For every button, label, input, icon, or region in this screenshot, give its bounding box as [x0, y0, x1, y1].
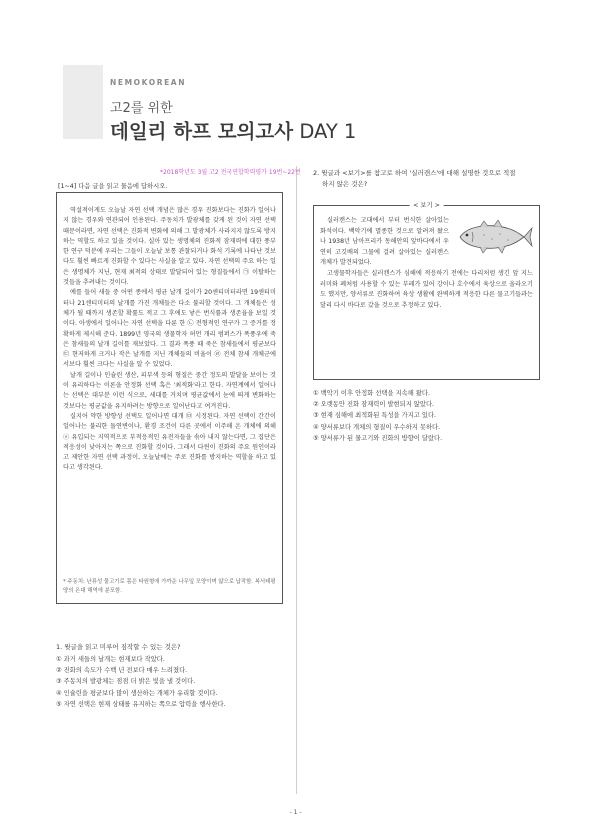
passage-paragraph: 예를 들어 새들 중 어떤 종에서 평균 날개 길이가 20센티미터라면 19센티미터나 21센티미터의 날개를 가진 개체들은 다소 불리할 것이다. 그 개체들은 성체가 될 때까지 생존할 확률도 적고 그 후에도 낳은 번식률과 생존율을 보일 것이다. 아생에서 일어나는 자연 선택을 다룬 한 ㉡ 전형적인 연구가 그 증거를 정확하게 제시해 준다. 1899년 영국의 생물학자 허먼 개리 범퍼스가 폭풍우에 죽은 참새들의 날개 길이를 재보았다. 그 결과 폭풍 때 죽은 참새들에서 평균보다 ㉢ 현저하게 크거나 작은 날개를 지닌 개체들의 비율이 ㉣ 전체 참새 개체군에서보다 훨씬 크다는 사실을 알 수 있었다.: [63, 289, 276, 369]
footnote: * 주동치: 난류성 물고기로 몸은 타원형에 가까운 나무잎 모양이며 얇으로 납작함. 복서태평양의 온대 해역에 분포함.: [63, 579, 276, 594]
question-2-option[interactable]: ③ 현재 심해에 최적화된 특성을 가지고 있다.: [313, 412, 437, 420]
question-1-option[interactable]: ③ 주동치의 발광체는 점점 더 밝은 빛을 낼 것이다.: [56, 678, 196, 686]
column-divider: [296, 166, 297, 794]
page-title: [110, 116, 356, 144]
title-main: 데일리 하프 모의고사: [110, 120, 294, 143]
question-2-option[interactable]: ① 백악기 이후 안정화 선택을 지속해 왔다.: [313, 390, 430, 397]
question-2-option[interactable]: ④ 양서류보다 개체의 형질이 우수하지 못하다.: [313, 423, 441, 431]
passage-box: [56, 192, 283, 604]
bogi-label: < 보기 >: [409, 200, 444, 209]
title-day: DAY 1: [299, 120, 357, 143]
brand-name: NEMOKOREAN: [110, 78, 187, 87]
coelacanth-illustration: [454, 220, 534, 254]
bogi-paragraph: 실러캔스는 고대에서 부터 번식한 살아있는 화석이다. 백악기에 멸종한 것으로 알려져 왔으나 1938년 남아프리카 동해안의 앞바다에서 우연히 고깃배의 그물에 걸려 살아있는 실러캔스 개체가 발견되었다.: [320, 217, 449, 267]
page-subtitle: 고2를 위한: [110, 101, 173, 116]
question-2-options: [313, 388, 553, 444]
question-1-stem: 1. 윗글을 읽고 미루어 짐작할 수 있는 것은?: [56, 643, 181, 651]
logo-bar: [63, 65, 103, 139]
question-2-option[interactable]: ② 오랫동안 진화 잠재력이 발현되지 않았다.: [313, 401, 435, 409]
page-number: - 1 -: [289, 809, 302, 816]
question-2: [313, 168, 553, 192]
source-note: *2018학년도 3월 고2 전국연합학력평가 19번~22번: [160, 169, 301, 176]
question-1-option[interactable]: ① 과거 새들의 날개는 현재보다 작았다.: [56, 656, 165, 663]
passage-paragraph: 역설적이게도 오늘날 자연 선택 개념은 많은 경우 진화보다는 진화가 일어나지 않는 경우와 연관되어 인용된다. 주동치가 발광체를 갖게 된 것이 자연 선택 때문이라면, 자연 선택은 진화적 변화에 의해 그 발광체가 사라지지 않도록 방지하는 역할도 하고 있을 것이다. 실아 있는 생명체의 진화적 잠재력에 대한 풍부한 연구 덕분에 우리는 그들이 오늘날 보통 관찰되거나 화석 기록에 나타난 것보다도 훨씬 빠르게 진화할 수 있다는 사실을 알고 있다. 자연 선택의 주요 하는 일은 생명체가 지닌, 현재 최적의 상태로 발달되어 있는 형질들에서 ㉠ 이탈하는 것들을 추려내는 것이다.: [63, 207, 276, 287]
passage-paragraph: 실지어 약한 방향성 선택도 일어나면 대개 ㉤ 시정된다. 자연 선택이 간간이 일어나는 불리한 돌연변이나, 환경 조건이 다른 곳에서 이주해 온 개체에 의해 ⓐ 유입되는 지역적으로 부적응적인 유전자들을 솎아 내지 않는다면, 그 집단은 적응성이 낮아지는 쪽으로 진화할 것이다. 그래서 다윈이 진화의 주요 원인이라고 제안한 자연 선택 과정이, 오늘날에는 주로 진화를 방지하는 역할을 하고 있다고 생각된다.: [63, 412, 276, 472]
instruction: [1~4] 다음 글을 읽고 물음에 답하시오.: [58, 183, 168, 190]
question-2-stem-line2: 하지 않은 것은?: [322, 180, 368, 188]
bogi-paragraph: 고생물학자들은 실러캔스가 심해에 적응하기 전에는 다리처럼 생긴 앞 지느러미와 폐처럼 사용할 수 있는 부레가 있어 강이나 호수에서 육상으로 올라오기도 했지만, 양서류로 진화하여 육상 생활에 완벽하게 적응한 다른 물고기들과는 달리 다시 바다로 갔을 것으로 추정하고 있다.: [320, 269, 533, 309]
question-2-stem-line1: 2. 윗글과 <보기>를 참고로 하여 '실러캔스'에 대해 설명한 것으로 적절: [313, 169, 516, 177]
question-2-stem: [313, 168, 553, 190]
question-2-option[interactable]: ⑤ 양서류가 된 물고기와 진화의 방향이 달랐다.: [313, 434, 443, 442]
bogi-box: [313, 202, 540, 380]
question-1-option[interactable]: ⑤ 자연 선택은 현재 상태를 유지하는 쪽으로 압력을 행사한다.: [56, 700, 226, 708]
passage-paragraph: 날개 길이나 인슐린 생산, 피부색 등의 형질은 중간 정도의 발달을 보이는 것이 유리하다는 이론을 안정화 선택 혹은 '최적화'라고 한다. 자연계에서 일어나는 선택은 대부분 이런 식으로, 세대를 거치며 평균값에서 눈에 띄게 변화하는 것보다는 평균값을 유지하려는 방향으로 일어난다고 여겨진다.: [63, 371, 276, 410]
question-1-option[interactable]: ④ 인슐린을 평균보다 많이 생산하는 개체가 유리할 것이다.: [56, 689, 218, 697]
question-1: [56, 643, 286, 710]
question-1-option[interactable]: ② 진화의 속도가 수백 년 전보다 매우 느려졌다.: [56, 667, 188, 675]
